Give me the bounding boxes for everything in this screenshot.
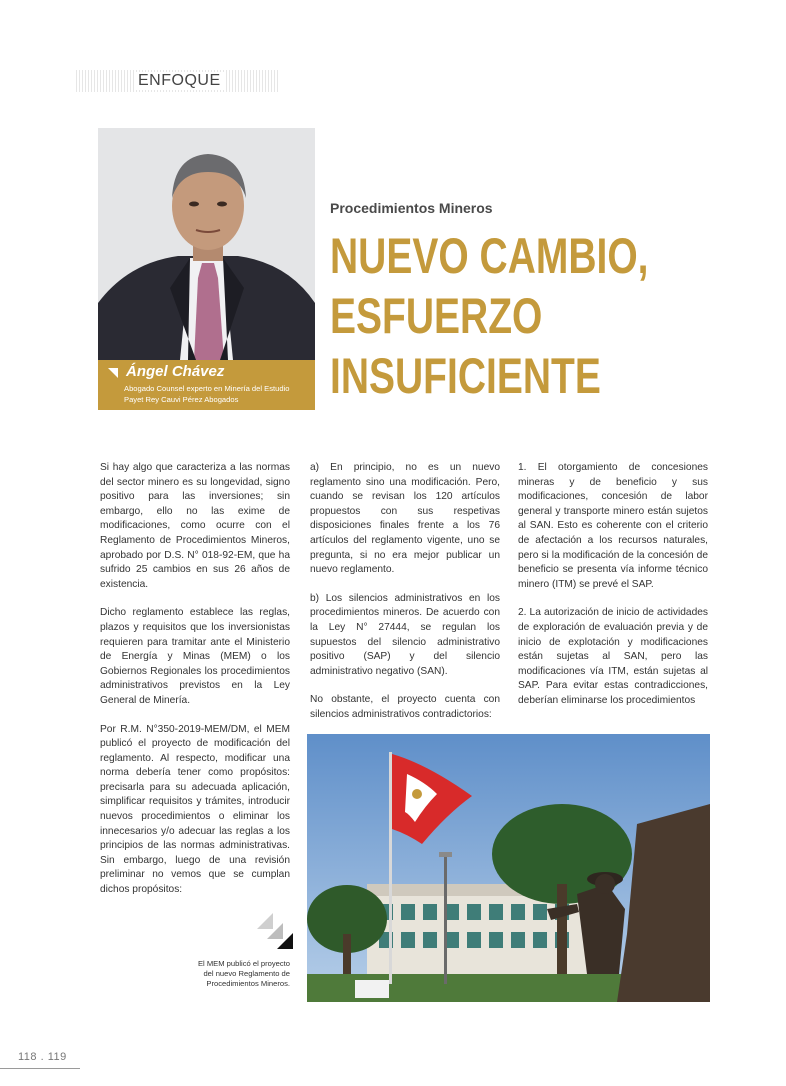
article-title: [330, 226, 649, 406]
photo-caption: El MEM publicó el proyecto del nuevo Reglamento de Procedimientos Mineros.: [197, 959, 290, 988]
paragraph: Dicho reglamento establece las reglas, plazos y requisitos que los inversionistas requieren para tramitar ante el Ministerio de Energía y Minas (MEM) o los Gobiernos Regionales los procedimientos administrativos previstos en la Ley General de Minería.: [100, 607, 290, 706]
body-column-1: [100, 461, 290, 912]
title-line: ESFUERZO: [330, 288, 543, 344]
body-column-2: [310, 461, 500, 737]
author-box: [98, 360, 315, 410]
title-line: NUEVO CAMBIO,: [330, 228, 649, 284]
section-label: ENFOQUE: [135, 72, 224, 90]
paragraph: Si hay algo que caracteriza a las normas del sector minero es su longevidad, signo positivo para las inversiones; sin embargo, ello no las exime de modificaciones, como ocurre con el Reglamento de Procedimientos Mineros, aprobado por D.S. N° 018-92-EM, que ha sufrido 25 cambios en sus 26 años de existencia.: [100, 462, 290, 590]
author-role: Abogado Counsel experto en Minería del Estudio Payet Rey Cauvi Pérez Abogados: [124, 384, 290, 404]
paragraph: No obstante, el proyecto cuenta con silencios administrativos contradictorios:: [310, 694, 500, 720]
paragraph: 2. La autorización de inicio de actividades de exploración de evaluación previa y de inicio de explotación y modificaciones están sujetas al SAN, pero las modificaciones vía ITM, están sujetas al SAP. Para evitar estas contradicciones, deberían eliminarse los procedimientos: [518, 607, 708, 706]
author-photo: [98, 128, 315, 360]
triangle-icon: [108, 368, 118, 378]
page-number: [0, 1048, 80, 1069]
body-column-3: [518, 461, 708, 723]
article-kicker: Procedimientos Mineros: [330, 200, 493, 216]
author-name: Ángel Chávez: [126, 363, 225, 380]
decorative-triangles-icon: [257, 913, 293, 949]
page-number-text: 118 . 119: [18, 1051, 67, 1063]
paragraph: Por R.M. N°350-2019-MEM/DM, el MEM publicó el proyecto de modificación del reglamento. Al respecto, modificar una norma debería tener como propósitos: precisarla para su adecuada aplicación, simplificar requisitos y trámites, introducir nuevos procedimientos o eliminar los innecesarios y/o adecuar las reglas a los principios de las normas administrativas. Sin embargo, luego de una revisión preliminar no vemos que se cumplan dichos propósitos:: [100, 723, 290, 896]
paragraph: a) En principio, no es un nuevo reglamento sino una modificación. Pero, cuando se revisan los 120 artículos propuestos con sus respetivas disposiciones finales frente a los 76 artículos del reglamento vigente, uno se pregunta, si no era mejor publicar un nuevo reglamento.: [310, 462, 500, 576]
paragraph: 1. El otorgamiento de concesiones mineras y de beneficio y sus modificaciones, concesión de labor general y transporte minero están sujetos al SAN. Esto es coherente con el criterio de afectación a los recursos naturales, pero si la modificación de la concesión de beneficio se presenta vía informe técnico minero (ITM) se prevé el SAP.: [518, 462, 708, 590]
ministry-photo: [307, 734, 710, 1002]
section-tag: [76, 70, 280, 92]
paragraph: b) Los silencios administrativos en los procedimientos mineros. De acuerdo con la Ley N° 27444, se regulan los supuestos del silencio administrativo positivo (SAP) y del silencio administrativo negativo (SAN).: [310, 592, 500, 677]
title-line: INSUFICIENTE: [330, 348, 601, 404]
